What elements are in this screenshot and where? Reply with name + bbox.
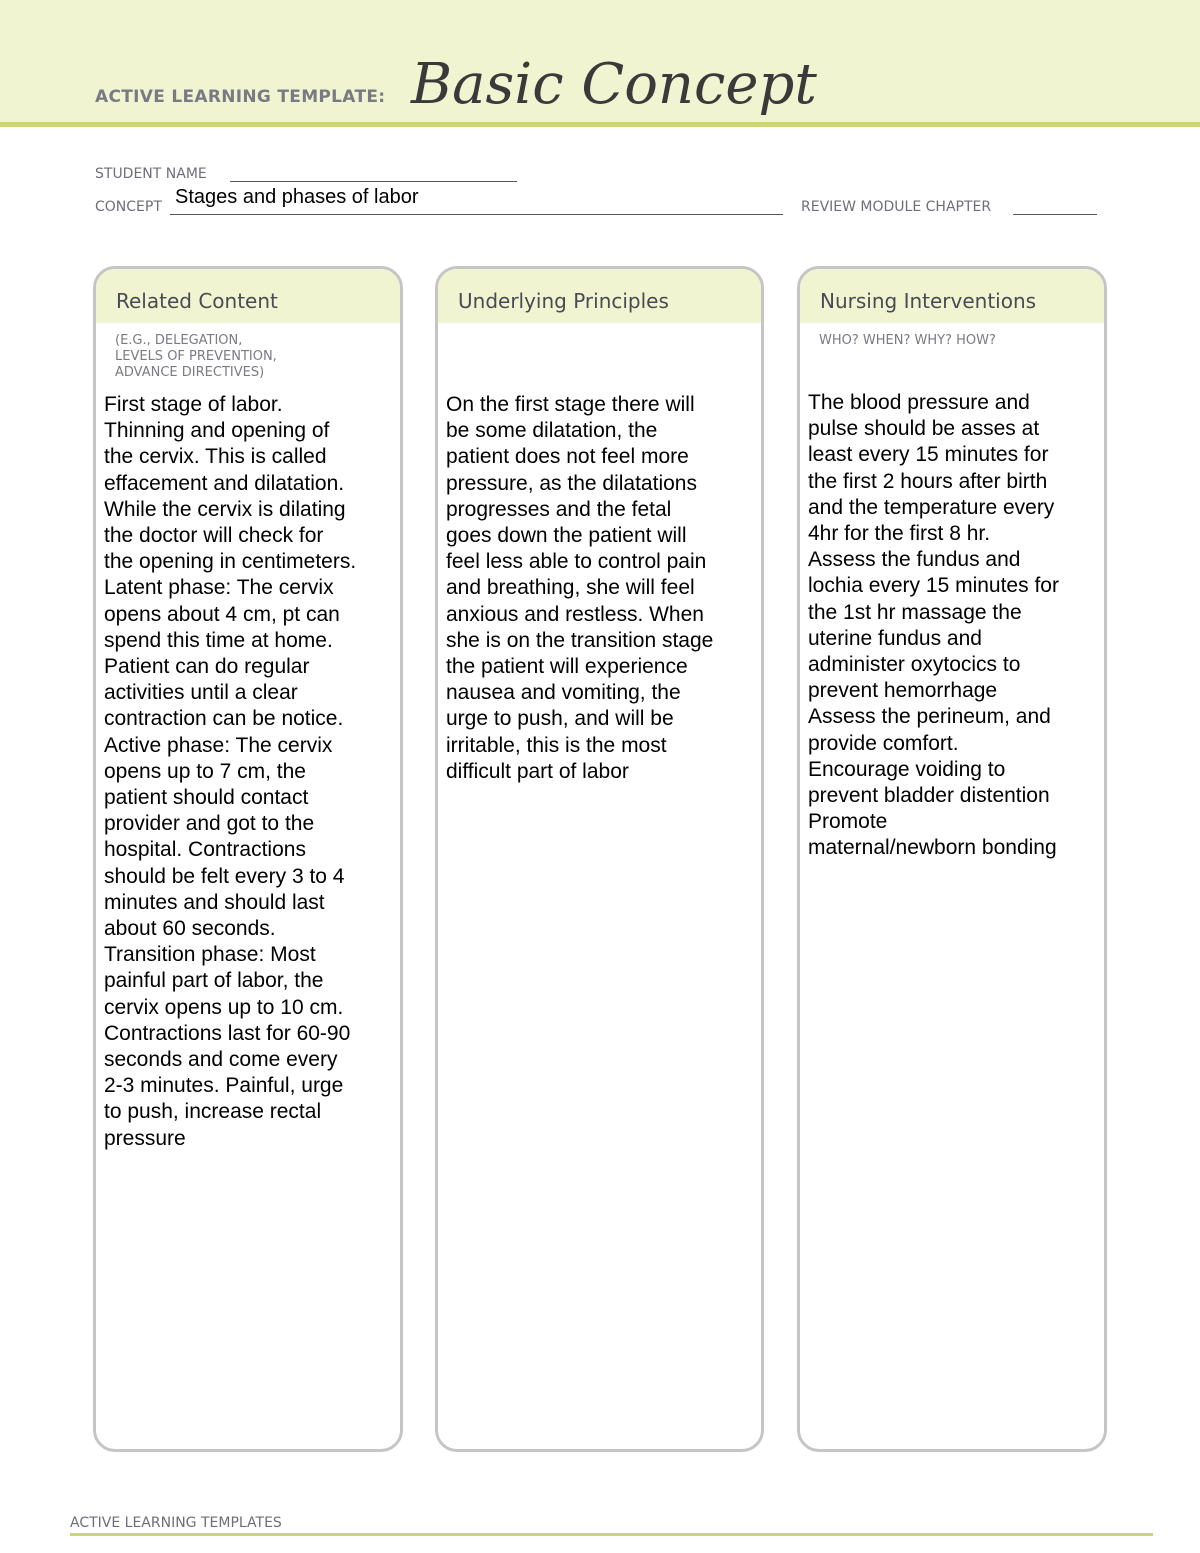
card-body[interactable]: The blood pressure and pulse should be asses at least every 15 minutes for the first 2 hours after birth and the temperature every 4hr for the first 8 hr. Assess the fundus and lochia every 15 minutes for the 1st hr massage the uterine fundus and administer oxytocics to prevent hemorrhage Assess the perineum, and provide comfort. Encourage voiding to prevent bladder distention Promote maternal/newborn bonding xyxy=(808,391,1059,860)
card-title: Underlying Principles xyxy=(458,289,669,313)
page-title: Basic Concept xyxy=(411,52,817,117)
template-label: ACTIVE LEARNING TEMPLATE: xyxy=(95,87,386,107)
concept-value: Stages and phases of labor xyxy=(175,186,419,208)
concept-label: CONCEPT xyxy=(95,199,162,215)
card-subtitle: (E.G., DELEGATION, LEVELS OF PREVENTION, ADVANCE DIRECTIVES) xyxy=(115,333,277,380)
footer-label: ACTIVE LEARNING TEMPLATES xyxy=(70,1515,282,1531)
card-underlying-principles xyxy=(435,266,764,1452)
card-title: Nursing Interventions xyxy=(820,289,1037,313)
card-body[interactable]: First stage of labor. Thinning and opening of the cervix. This is called effacement and dilatation. While the cervix is dilating the doctor will check for the opening in centimeters. Latent phase: The cervix opens about 4 cm, pt can spend this time at home. Patient can do regular activities until a clear contraction can be notice. Active phase: The cervix opens up to 7 cm, the patient should contact provider and got to the hospital. Contractions should be felt every 3 to 4 minutes and should last about 60 seconds. Transition phase: Most painful part of labor, the cervix opens up to 10 cm. Contractions last for 60-90 seconds and come every 2-3 minutes. Painful, urge to push, increase rectal pressure xyxy=(104,393,357,1150)
card-related-content xyxy=(93,266,403,1452)
student-name-label: STUDENT NAME xyxy=(95,166,207,182)
student-name-field[interactable] xyxy=(230,181,517,182)
footer-rule xyxy=(70,1533,1153,1536)
review-module-label: REVIEW MODULE CHAPTER xyxy=(801,199,992,215)
card-title: Related Content xyxy=(116,289,278,313)
review-module-field[interactable] xyxy=(1013,214,1097,215)
card-subtitle: WHO? WHEN? WHY? HOW? xyxy=(819,333,996,348)
card-body[interactable]: On the first stage there will be some dilatation, the patient does not feel more pressure, as the dilatations progresses and the fetal goes down the patient will feel less able to control pain and breathing, she will feel anxious and restless. When she is on the transition stage the patient will experience nausea and vomiting, the urge to push, and will be irritable, this is the most difficult part of labor xyxy=(446,393,714,783)
card-nursing-interventions xyxy=(797,266,1107,1452)
header-rule xyxy=(0,122,1200,127)
concept-field[interactable] xyxy=(170,214,783,215)
